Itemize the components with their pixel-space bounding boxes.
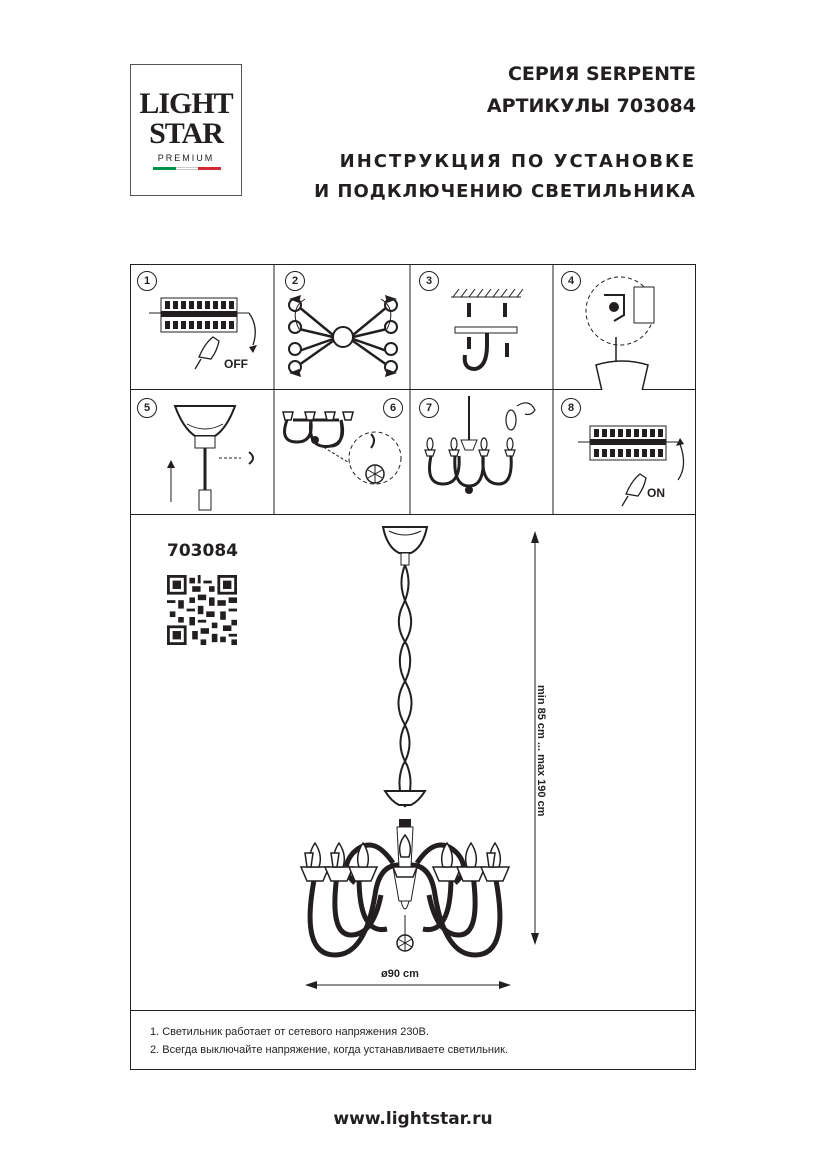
step-number: 1: [137, 271, 157, 291]
step-4: [554, 265, 697, 390]
crystal-attach-illustration: [275, 390, 411, 515]
breaker-off-illustration: [131, 265, 275, 390]
website-link[interactable]: www.lightstar.ru: [333, 1109, 493, 1129]
step-number: 6: [383, 398, 403, 418]
series-title: СЕРИЯ SERPENTE: [507, 63, 696, 85]
breaker-on-illustration: [554, 390, 697, 515]
ceiling-hook-illustration: [411, 265, 554, 390]
chandelier-drawing: [131, 515, 697, 1011]
step-7: [411, 390, 554, 515]
on-label: ON: [647, 486, 665, 500]
off-label: OFF: [224, 357, 248, 371]
canopy-mount-illustration: [131, 390, 275, 515]
step-number: 5: [137, 398, 157, 418]
step-3: [411, 265, 554, 390]
step-5: [131, 390, 275, 515]
step-2: [275, 265, 411, 390]
wiring-connection-illustration: [554, 265, 697, 390]
instruction-title-line-1: ИНСТРУКЦИЯ ПО УСТАНОВКЕ: [339, 151, 696, 172]
step-number: 2: [285, 271, 305, 291]
logo-line-3: PREMIUM: [157, 153, 215, 163]
product-drawing-panel: [130, 515, 696, 1011]
step-number: 4: [561, 271, 581, 291]
note-item: 2. Всегда выключайте напряжение, когда устанавливаете светильник.: [150, 1044, 509, 1056]
logo-line-2: STAR: [149, 117, 223, 150]
step-number: 8: [561, 398, 581, 418]
height-dimension-text: min 85 cm ... max 190 cm: [535, 685, 547, 817]
italian-flag-stripe: [153, 167, 221, 170]
step-number: 3: [419, 271, 439, 291]
installation-steps-grid: [130, 264, 696, 515]
diameter-dimension-label: ø90 cm: [381, 968, 419, 980]
step-6: [275, 390, 411, 515]
height-dimension-label: [529, 685, 549, 985]
step-number: 7: [419, 398, 439, 418]
product-article-number: 703084: [167, 541, 238, 561]
step-1: [131, 265, 275, 390]
arm-assembly-illustration: [275, 265, 411, 390]
safety-notes: [130, 1010, 696, 1070]
bulb-install-illustration: [411, 390, 554, 515]
logo-line-1: LIGHT: [139, 87, 233, 120]
articles-title: АРТИКУЛЫ 703084: [486, 95, 696, 117]
note-item: 1. Светильник работает от сетевого напряжения 230В.: [150, 1026, 429, 1038]
brand-logo: [130, 64, 242, 196]
step-8: [554, 390, 697, 515]
instruction-title-line-2: И ПОДКЛЮЧЕНИЮ СВЕТИЛЬНИКА: [314, 181, 696, 202]
